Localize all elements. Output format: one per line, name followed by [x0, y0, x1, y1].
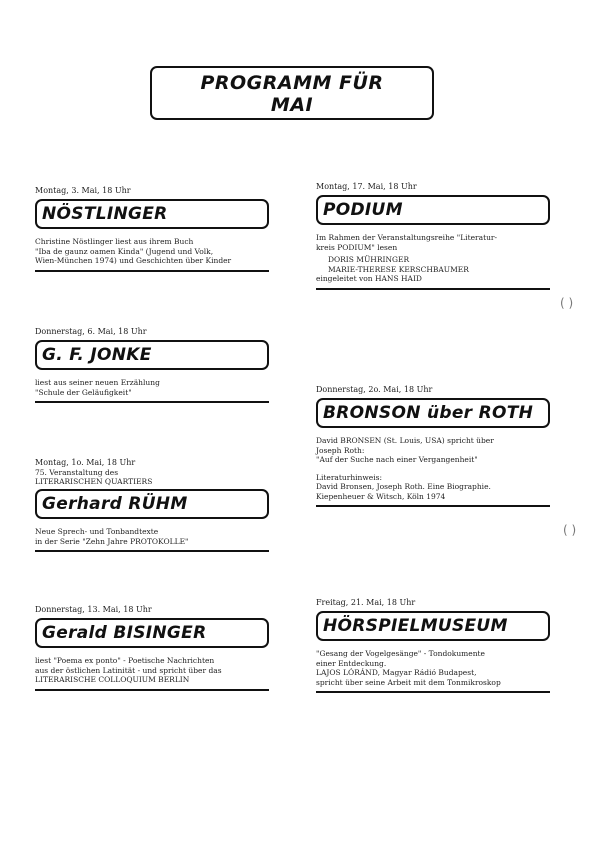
event-title: NÖSTLINGER — [42, 204, 168, 224]
description-line: liest aus seiner neuen Erzählung — [35, 378, 160, 387]
author-name: DORIS MÜHRINGER — [328, 255, 410, 264]
description-line: LAJOS LÓRÁND, Magyar Rádió Budapest, — [316, 668, 477, 677]
event-hoerspielmuseum — [316, 598, 550, 693]
event-prefix-line: LITERARISCHEN QUARTIERS — [35, 477, 153, 486]
event-title: HÖRSPIELMUSEUM — [323, 616, 508, 636]
author-name: MARIE-THERESE KERSCHBAUMER — [328, 264, 469, 274]
event-bisinger — [35, 605, 269, 691]
margin-mark: ( ) — [560, 296, 574, 310]
description-line: David Bronsen, Joseph Roth. Eine Biographie. — [316, 482, 491, 491]
event-title: G. F. JONKE — [42, 345, 152, 365]
description-line: David BRONSEN (St. Louis, USA) spricht über — [316, 436, 494, 445]
event-title-box — [35, 199, 269, 229]
description-line: einer Entdeckung. — [316, 658, 387, 668]
description-line: Im Rahmen der Veranstaltungsreihe "Literatur- — [316, 233, 498, 242]
header-title-line1: PROGRAMM FÜR — [200, 72, 384, 94]
event-description — [35, 527, 269, 552]
event-date: Donnerstag, 2o. Mai, 18 Uhr — [316, 385, 433, 394]
description-line: Joseph Roth: — [316, 445, 365, 455]
event-title-box — [35, 489, 269, 519]
event-description — [316, 233, 550, 290]
event-title: BRONSON über ROTH — [323, 403, 534, 423]
description-line: eingeleitet von HANS HAID — [316, 274, 422, 283]
event-description — [316, 436, 550, 507]
event-bronson — [316, 385, 550, 507]
description-line: LITERARISCHE COLLOQUIUM BERLIN — [35, 675, 190, 684]
event-date: Montag, 17. Mai, 18 Uhr — [316, 182, 417, 191]
event-title: Gerald BISINGER — [42, 623, 207, 643]
description-line: "Gesang der Vogelgesänge" - Tondokumente — [316, 649, 485, 658]
description-line: Literaturhinweis: — [316, 472, 383, 482]
description-line: Christine Nöstlinger liest aus ihrem Buch — [35, 237, 194, 246]
description-line: "Iba de gaunz oamen Kinda" (Jugend und Volk, — [35, 246, 214, 256]
event-description — [316, 649, 550, 693]
description-line: "Schule der Geläufigkeit" — [35, 387, 132, 397]
event-date: Donnerstag, 13. Mai, 18 Uhr — [35, 605, 152, 614]
event-jonke — [35, 327, 269, 403]
event-title: PODIUM — [323, 200, 403, 220]
description-line: "Auf der Suche nach einer Vergangenheit" — [316, 455, 478, 464]
event-title: Gerhard RÜHM — [42, 494, 188, 514]
event-prefix-line: 75. Veranstaltung des — [35, 468, 119, 477]
event-description — [35, 378, 269, 403]
event-date: Montag, 3. Mai, 18 Uhr — [35, 186, 131, 195]
description-line: Neue Sprech- und Tonbandtexte — [35, 527, 159, 536]
event-noestlinger — [35, 186, 269, 272]
description-line: spricht über seine Arbeit mit dem Tonmikroskop — [316, 677, 501, 687]
description-line: Kiepenheuer & Witsch, Köln 1974 — [316, 491, 446, 501]
description-line: aus der östlichen Latinität - und spricht über das — [35, 665, 222, 675]
event-title-box — [35, 340, 269, 370]
header-title-line2: MAI — [270, 94, 314, 116]
event-date: Donnerstag, 6. Mai, 18 Uhr — [35, 327, 147, 336]
spacer — [316, 465, 550, 473]
program-header — [150, 66, 434, 120]
margin-mark: ( ) — [563, 523, 577, 537]
event-date: Freitag, 21. Mai, 18 Uhr — [316, 598, 416, 607]
event-title-box — [316, 398, 550, 428]
event-description — [35, 656, 269, 691]
description-line: liest "Poema ex ponto" - Poetische Nachrichten — [35, 656, 215, 665]
event-description — [35, 237, 269, 272]
event-podium — [316, 182, 550, 290]
description-line: kreis PODIUM" lesen — [316, 242, 398, 252]
description-line: in der Serie "Zehn Jahre PROTOKOLLE" — [35, 536, 189, 546]
event-title-box — [316, 195, 550, 225]
event-date: Montag, 1o. Mai, 18 Uhr — [35, 458, 136, 467]
description-line: Wien-München 1974) und Geschichten über Kinder — [35, 256, 232, 265]
event-title-box — [35, 618, 269, 648]
event-ruehm — [35, 458, 269, 552]
event-title-box — [316, 611, 550, 641]
